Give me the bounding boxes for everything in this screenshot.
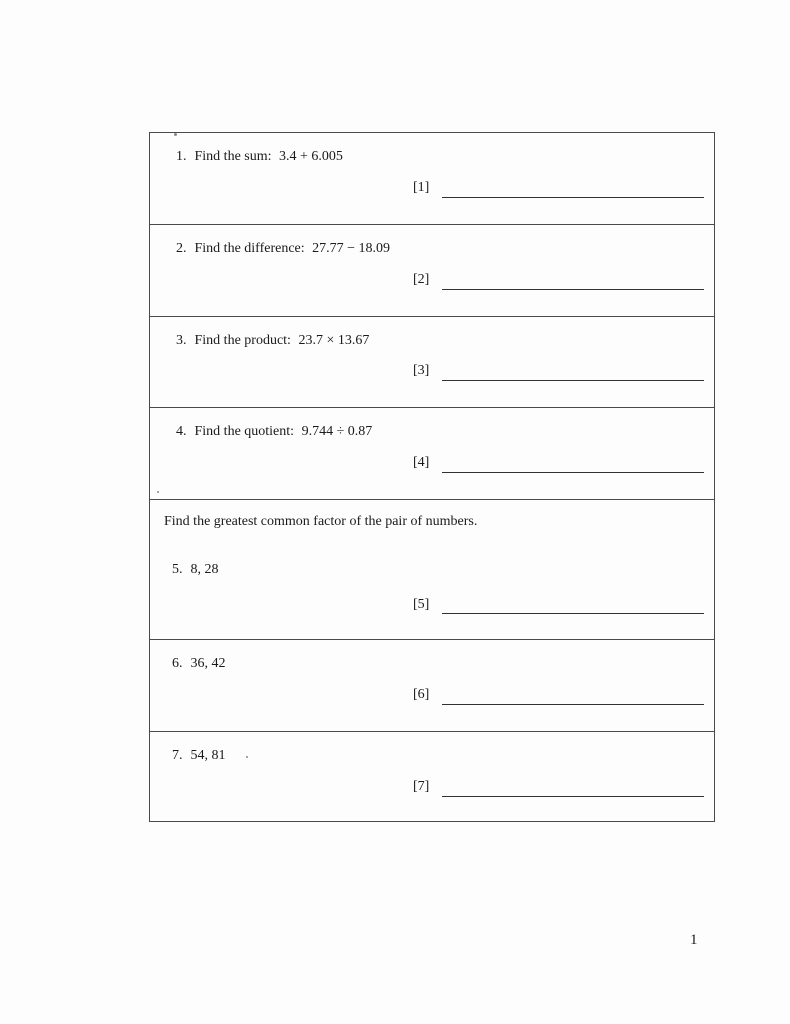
mark-label: [4] [413,455,430,470]
question-prompt: Find the sum: [194,149,272,164]
mark-label: [6] [413,687,430,702]
question-text [176,149,343,165]
question-number: 2. [176,241,187,256]
answer-line-6[interactable] [442,704,704,705]
question-text [176,424,372,440]
mark-label: [3] [413,363,430,378]
number-pair: 36, 42 [190,656,226,671]
answer-line-4[interactable] [442,472,704,473]
question-text [176,333,369,349]
gcf-row-7 [150,732,714,821]
question-expression: 23.7 × 13.67 [298,333,370,348]
question-text [176,241,390,257]
answer-line-2[interactable] [442,289,704,290]
mark-label: [1] [413,180,430,195]
worksheet-table [149,132,715,822]
scan-speck [157,491,159,493]
scan-speck [174,133,177,136]
answer-line-7[interactable] [442,796,704,797]
answer-line-5[interactable] [442,613,704,614]
number-pair: 54, 81 [190,748,226,763]
question-row-4 [150,408,714,500]
question-prompt: Find the quotient: [194,424,295,439]
question-text [172,748,226,764]
question-number: 3. [176,333,187,348]
question-expression: 9.744 ÷ 0.87 [301,424,373,439]
question-row-1 [150,133,714,225]
answer-line-3[interactable] [442,380,704,381]
mark-label: [7] [413,779,430,794]
question-prompt: Find the difference: [194,241,305,256]
gcf-row-6 [150,640,714,732]
question-number: 6. [172,656,183,671]
number-pair: 8, 28 [190,562,219,577]
question-expression: 27.77 − 18.09 [312,241,391,256]
gcf-instruction: Find the greatest common factor of the pair of numbers. [164,514,478,529]
gcf-row-5 [150,500,714,640]
mark-label: [5] [413,597,430,612]
page-number: 1 [690,932,698,948]
answer-line-1[interactable] [442,197,704,198]
question-text [172,656,226,672]
question-number: 4. [176,424,187,439]
question-text [172,562,219,578]
question-row-2 [150,225,714,317]
question-prompt: Find the product: [194,333,291,348]
question-number: 7. [172,748,183,763]
mark-label: [2] [413,272,430,287]
question-expression: 3.4 + 6.005 [279,149,343,164]
question-row-3 [150,317,714,408]
scan-speck [246,756,248,758]
question-number: 1. [176,149,187,164]
question-number: 5. [172,562,183,577]
